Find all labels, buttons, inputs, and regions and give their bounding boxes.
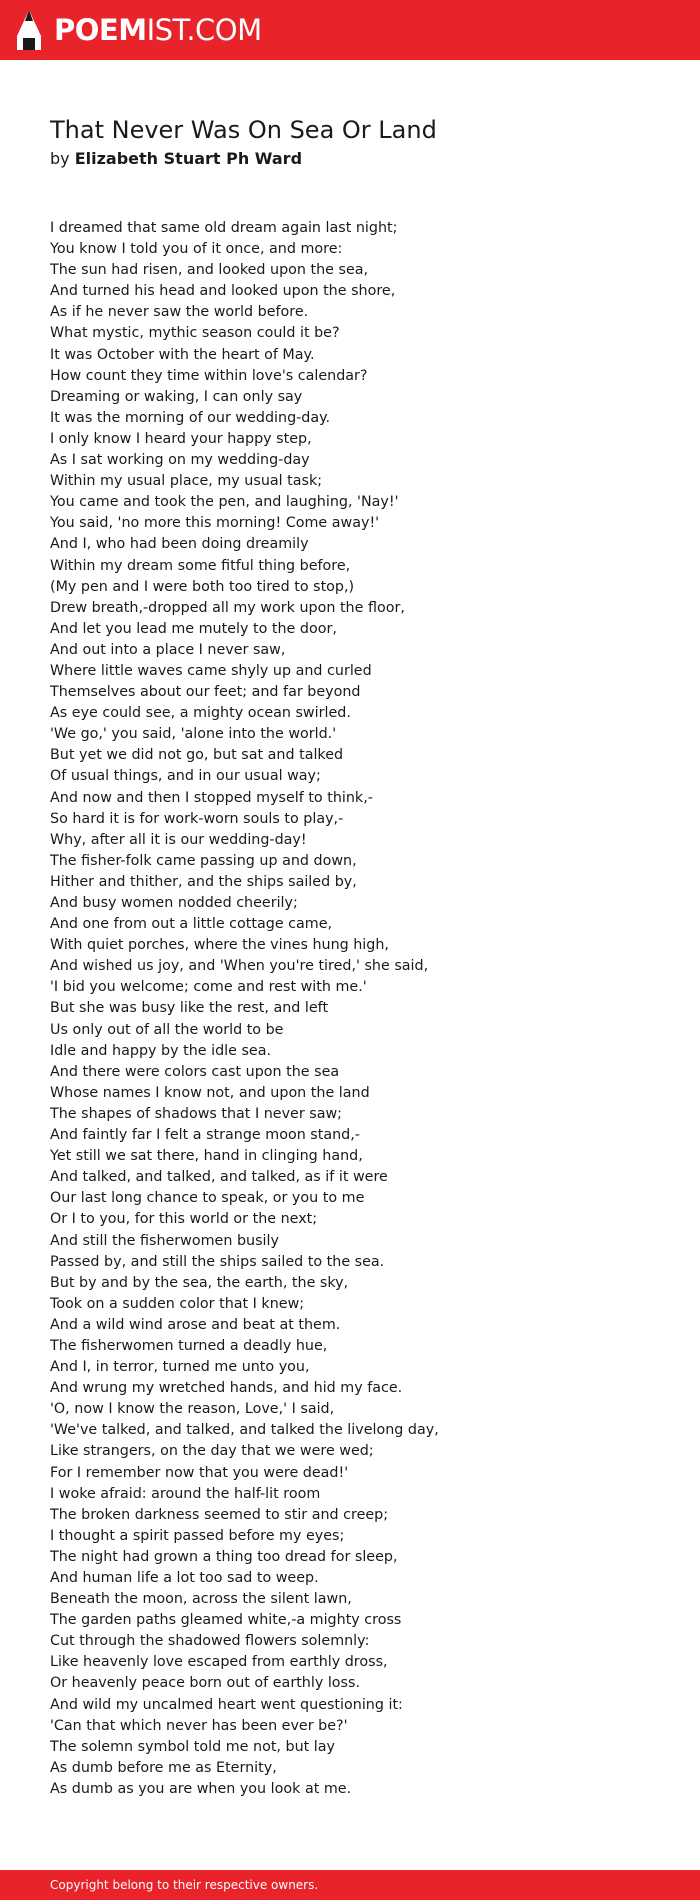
poem-line: As eye could see, a mighty ocean swirled. — [50, 705, 351, 722]
poem-line: Idle and happy by the idle sea. — [50, 1042, 272, 1059]
poem-line: What mystic, mythic season could it be? — [50, 325, 340, 342]
poem-line: For I remember now that you were dead!' — [50, 1464, 349, 1481]
byline-prefix: by — [50, 149, 70, 168]
poem-line: Dreaming or waking, I can only say — [50, 388, 303, 405]
poem-line: And wished us joy, and 'When you're tired,' she said, — [50, 958, 429, 975]
poem-line: Or heavenly peace born out of earthly loss. — [50, 1675, 361, 1692]
poem-line: Beneath the moon, across the silent lawn, — [50, 1591, 352, 1608]
pen-nib-icon[interactable] — [16, 9, 42, 51]
poem-line: Took on a sudden color that I knew; — [50, 1295, 305, 1312]
poem-line: Like strangers, on the day that we were wed; — [50, 1443, 374, 1460]
poem-line: And talked, and talked, and talked, as if it were — [50, 1169, 388, 1186]
poem-line: As dumb before me as Eternity, — [50, 1759, 277, 1776]
poem-line: Themselves about our feet; and far beyond — [50, 684, 361, 701]
poem-line: 'O, now I know the reason, Love,' I said, — [50, 1401, 335, 1418]
author-link[interactable]: Elizabeth Stuart Ph Ward — [74, 149, 303, 168]
poem-line: 'We've talked, and talked, and talked the livelong day, — [50, 1422, 439, 1439]
poem-line: So hard it is for work-worn souls to play,- — [50, 810, 344, 827]
poem-line: And I, who had been doing dreamily — [50, 536, 309, 553]
poem-line: Or I to you, for this world or the next; — [50, 1211, 318, 1228]
poem-line: The broken darkness seemed to stir and creep; — [50, 1506, 389, 1523]
poem-line: Within my dream some fitful thing before, — [50, 557, 351, 574]
site-header — [0, 0, 700, 60]
site-logo-link[interactable] — [54, 0, 262, 60]
brand-name-bold: POEM — [54, 13, 147, 47]
poem-line: Like heavenly love escaped from earthly dross, — [50, 1654, 388, 1671]
poem-line: And I, in terror, turned me unto you, — [50, 1359, 310, 1376]
poem-line: As dumb as you are when you look at me. — [50, 1780, 352, 1797]
poem-line: And there were colors cast upon the sea — [50, 1063, 340, 1080]
poem-line: As I sat working on my wedding-day — [50, 452, 310, 469]
poem-line: I dreamed that same old dream again last night; — [50, 220, 398, 236]
poem-line: And wrung my wretched hands, and hid my face. — [50, 1380, 403, 1397]
poem-line: The garden paths gleamed white,-a mighty cross — [50, 1612, 402, 1629]
poem-line: The night had grown a thing too dread for sleep, — [50, 1548, 398, 1565]
poem-line: And human life a lot too sad to weep. — [50, 1570, 319, 1586]
poem-line: Passed by, and still the ships sailed to the sea. — [50, 1253, 385, 1270]
poem-line: Drew breath,-dropped all my work upon the floor, — [50, 599, 405, 616]
poem-line: You said, 'no more this morning! Come away!' — [50, 515, 380, 532]
brand-name-light: IST.COM — [146, 13, 262, 47]
poem-line: How count they time within love's calendar? — [50, 367, 368, 384]
poem-line: It was the morning of our wedding-day. — [50, 409, 331, 426]
poem-line: You know I told you of it once, and more: — [50, 241, 343, 258]
poem-line: But by and by the sea, the earth, the sky, — [50, 1274, 349, 1291]
poem-line: You came and took the pen, and laughing, 'Nay!' — [50, 494, 399, 511]
poem-line: Our last long chance to speak, or you to me — [50, 1190, 365, 1207]
poem-line: The solemn symbol told me not, but lay — [50, 1738, 336, 1755]
poem-line: The fisher-folk came passing up and down, — [50, 852, 357, 869]
poem-line: And busy women nodded cheerily; — [50, 895, 298, 911]
poem-line: 'Can that which never has been ever be?' — [50, 1717, 348, 1734]
poem-line: But yet we did not go, but sat and talked — [50, 747, 344, 764]
poem-line: And a wild wind arose and beat at them. — [50, 1316, 341, 1333]
site-footer — [0, 1870, 700, 1900]
poem-line: Within my usual place, my usual task; — [50, 473, 323, 490]
poem-line: 'We go,' you said, 'alone into the world.' — [50, 726, 337, 743]
poem-line: Of usual things, and in our usual way; — [50, 768, 321, 785]
poem-line: But she was busy like the rest, and left — [50, 1000, 329, 1017]
copyright-text: Copyright belong to their respective owners. — [50, 1878, 319, 1892]
poem-line: Hither and thither, and the ships sailed by, — [50, 873, 357, 890]
poem-line: Yet still we sat there, hand in clinging hand, — [50, 1148, 363, 1165]
poem-line: And still the fisherwomen busily — [50, 1232, 279, 1249]
poem-line: And one from out a little cottage came, — [50, 916, 333, 933]
poem-title: That Never Was On Sea Or Land — [50, 116, 437, 144]
poem-byline — [50, 149, 302, 168]
poem-line: The fisherwomen turned a deadly hue, — [50, 1337, 328, 1354]
poem-line: Why, after all it is our wedding-day! — [50, 831, 307, 848]
poem-line: The shapes of shadows that I never saw; — [50, 1105, 342, 1122]
poem-line: I woke afraid: around the half-lit room — [50, 1485, 321, 1502]
poem-line: Us only out of all the world to be — [50, 1021, 284, 1038]
poem-line: (My pen and I were both too tired to stop,) — [50, 578, 355, 595]
poem-line: Cut through the shadowed flowers solemnly: — [50, 1633, 370, 1650]
poem-line: Whose names I know not, and upon the land — [50, 1084, 370, 1101]
poem-line: As if he never saw the world before. — [50, 304, 309, 321]
poem-line: I thought a spirit passed before my eyes; — [50, 1527, 345, 1544]
poem-line: Where little waves came shyly up and curled — [50, 662, 372, 679]
poem-line: And let you lead me mutely to the door, — [50, 620, 337, 637]
poem-line: The sun had risen, and looked upon the sea, — [50, 262, 369, 279]
poem-line: And faintly far I felt a strange moon stand,- — [50, 1127, 360, 1144]
poem-line: And now and then I stopped myself to think,- — [50, 789, 373, 806]
poem-line: And turned his head and looked upon the shore, — [50, 283, 396, 300]
poem-line: With quiet porches, where the vines hung high, — [50, 937, 389, 954]
poem-body — [50, 218, 650, 1800]
poem-line: It was October with the heart of May. — [50, 346, 315, 363]
poem-line: And out into a place I never saw, — [50, 641, 286, 658]
poem-line: I only know I heard your happy step, — [50, 430, 312, 447]
poem-line: 'I bid you welcome; come and rest with me.' — [50, 979, 367, 996]
poem-line: And wild my uncalmed heart went questioning it: — [50, 1696, 403, 1713]
